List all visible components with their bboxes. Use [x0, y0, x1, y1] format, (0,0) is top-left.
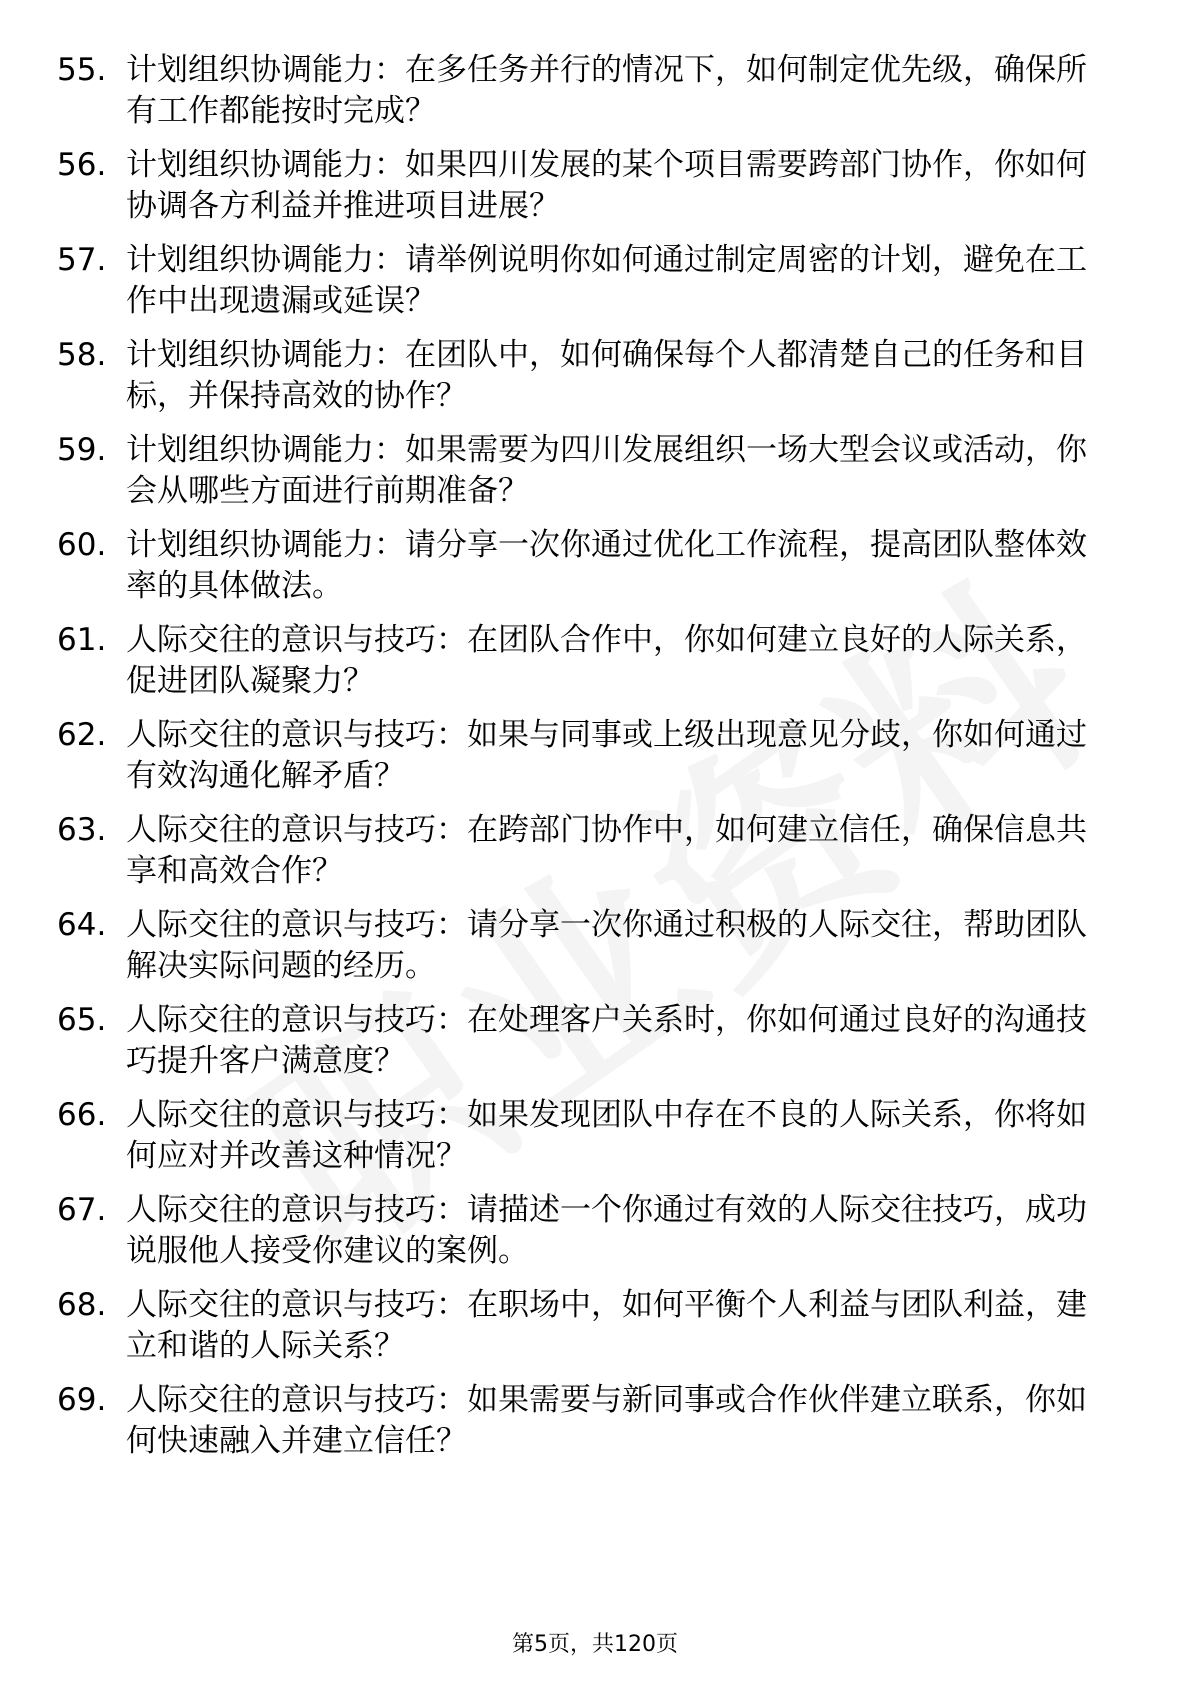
question-number: 58.: [57, 337, 107, 373]
question-text: 人际交往的意识与技巧：在职场中，如何平衡个人利益与团队利益，建立和谐的人际关系？: [126, 1287, 1087, 1364]
question-item: [0, 430, 1190, 525]
question-text: 人际交往的意识与技巧：在处理客户关系时，你如何通过良好的沟通技巧提升客户满意度？: [126, 1002, 1087, 1079]
question-number: 67.: [57, 1192, 107, 1228]
question-item: [0, 620, 1190, 715]
question-number: 65.: [57, 1002, 107, 1038]
question-list: [0, 50, 1190, 1475]
question-text: 计划组织协调能力：在多任务并行的情况下，如何制定优先级，确保所有工作都能按时完成？: [126, 52, 1087, 129]
question-item: [0, 240, 1190, 335]
question-text: 计划组织协调能力：如果四川发展的某个项目需要跨部门协作，你如何协调各方利益并推进项目进展？: [126, 147, 1087, 224]
question-item: [0, 335, 1190, 430]
question-number: 62.: [57, 717, 107, 753]
page-footer: 第5页，共120页: [512, 1632, 678, 1657]
question-item: [0, 525, 1190, 620]
question-number: 64.: [57, 907, 107, 943]
question-number: 66.: [57, 1097, 107, 1133]
question-item: [0, 1095, 1190, 1190]
question-item: [0, 810, 1190, 905]
question-text: 计划组织协调能力：如果需要为四川发展组织一场大型会议或活动，你会从哪些方面进行前期准备？: [126, 432, 1087, 509]
question-text: 人际交往的意识与技巧：在团队合作中，你如何建立良好的人际关系，促进团队凝聚力？: [126, 622, 1087, 699]
question-text: 计划组织协调能力：请分享一次你通过优化工作流程，提高团队整体效率的具体做法。: [126, 527, 1087, 604]
question-number: 63.: [57, 812, 107, 848]
question-item: [0, 905, 1190, 1000]
question-item: [0, 1190, 1190, 1285]
question-number: 68.: [57, 1287, 107, 1323]
question-text: 计划组织协调能力：请举例说明你如何通过制定周密的计划，避免在工作中出现遗漏或延误？: [126, 242, 1087, 319]
question-text: 人际交往的意识与技巧：请描述一个你通过有效的人际交往技巧，成功说服他人接受你建议的案例。: [126, 1192, 1087, 1269]
question-number: 60.: [57, 527, 107, 563]
question-text: 人际交往的意识与技巧：如果发现团队中存在不良的人际关系，你将如何应对并改善这种情况？: [126, 1097, 1087, 1174]
question-item: [0, 715, 1190, 810]
question-item: [0, 1285, 1190, 1380]
question-number: 55.: [57, 52, 107, 88]
question-text: 人际交往的意识与技巧：如果需要与新同事或合作伙伴建立联系，你如何快速融入并建立信任？: [126, 1382, 1087, 1459]
question-text: 计划组织协调能力：在团队中，如何确保每个人都清楚自己的任务和目标，并保持高效的协作？: [126, 337, 1087, 414]
question-item: [0, 50, 1190, 145]
question-number: 57.: [57, 242, 107, 278]
question-number: 61.: [57, 622, 107, 658]
question-item: [0, 145, 1190, 240]
question-text: 人际交往的意识与技巧：在跨部门协作中，如何建立信任，确保信息共享和高效合作？: [126, 812, 1087, 889]
question-text: 人际交往的意识与技巧：请分享一次你通过积极的人际交往，帮助团队解决实际问题的经历。: [126, 907, 1087, 984]
question-item: [0, 1380, 1190, 1475]
question-text: 人际交往的意识与技巧：如果与同事或上级出现意见分歧，你如何通过有效沟通化解矛盾？: [126, 717, 1087, 794]
question-item: [0, 1000, 1190, 1095]
question-number: 59.: [57, 432, 107, 468]
question-number: 69.: [57, 1382, 107, 1418]
question-number: 56.: [57, 147, 107, 183]
